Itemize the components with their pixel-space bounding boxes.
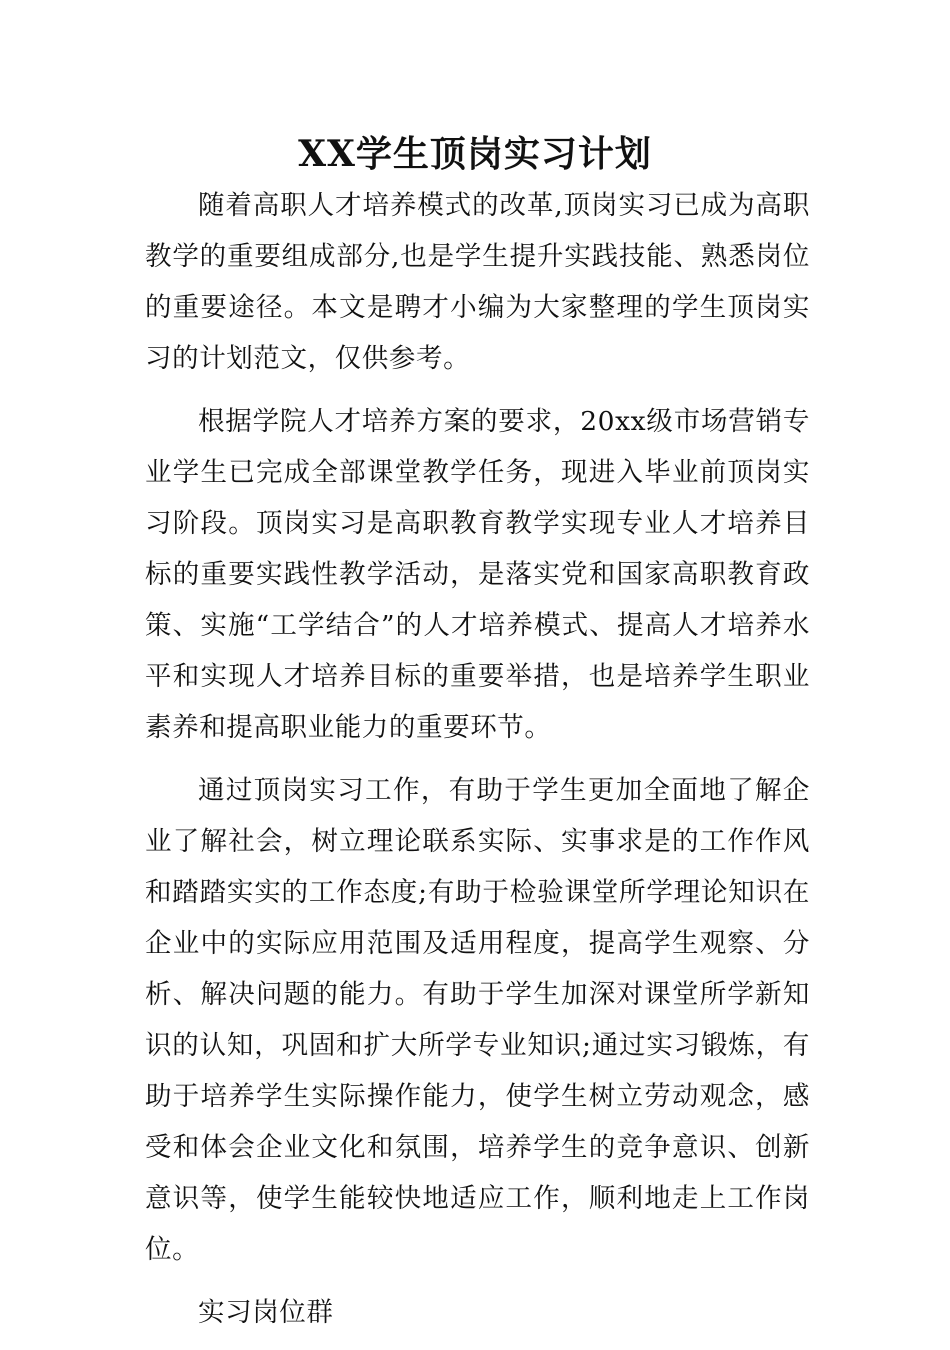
section-heading-positions: 实习岗位群 xyxy=(198,1297,334,1328)
paragraph-purpose: 通过顶岗实习工作，有助于学生更加全面地了解企业了解社会，树立理论联系实际、实事求是的工作作风和踏踏实实的工作态度;有助于检验课堂所学理论知识在企业中的实际应用范围及适用程度，提高学生观察、分析、解决问题的能力。有助于学生加深对课堂所学新知识的认知，巩固和扩大所学专业知识;通过实习锻炼，有助于培养学生实际操作能力，使学生树立劳动观念，感受和体会企业文化和氛围，培养学生的竞争意识、创新意识等，使学生能较快地适应工作，顺利地走上工作岗位。 xyxy=(145,775,810,1265)
document-title: XX学生顶岗实习计划 xyxy=(298,133,652,175)
document-body xyxy=(145,180,810,1350)
paragraph-background: 根据学院人才培养方案的要求，20xx级市场营销专业学生已完成全部课堂教学任务，现进入毕业前顶岗实习阶段。顶岗实习是高职教育教学实现专业人才培养目标的重要实践性教学活动，是落实党和国家高职教育政策、实施“工学结合”的人才培养模式、提高人才培养水平和实现人才培养目标的重要举措，也是培养学生职业素养和提高职业能力的重要环节。 xyxy=(145,406,810,743)
paragraph-intro: 随着高职人才培养模式的改革,顶岗实习已成为高职教学的重要组成部分,也是学生提升实践技能、熟悉岗位的重要途径。本文是聘才小编为大家整理的学生顶岗实习的计划范文，仅供参考。 xyxy=(145,190,810,374)
